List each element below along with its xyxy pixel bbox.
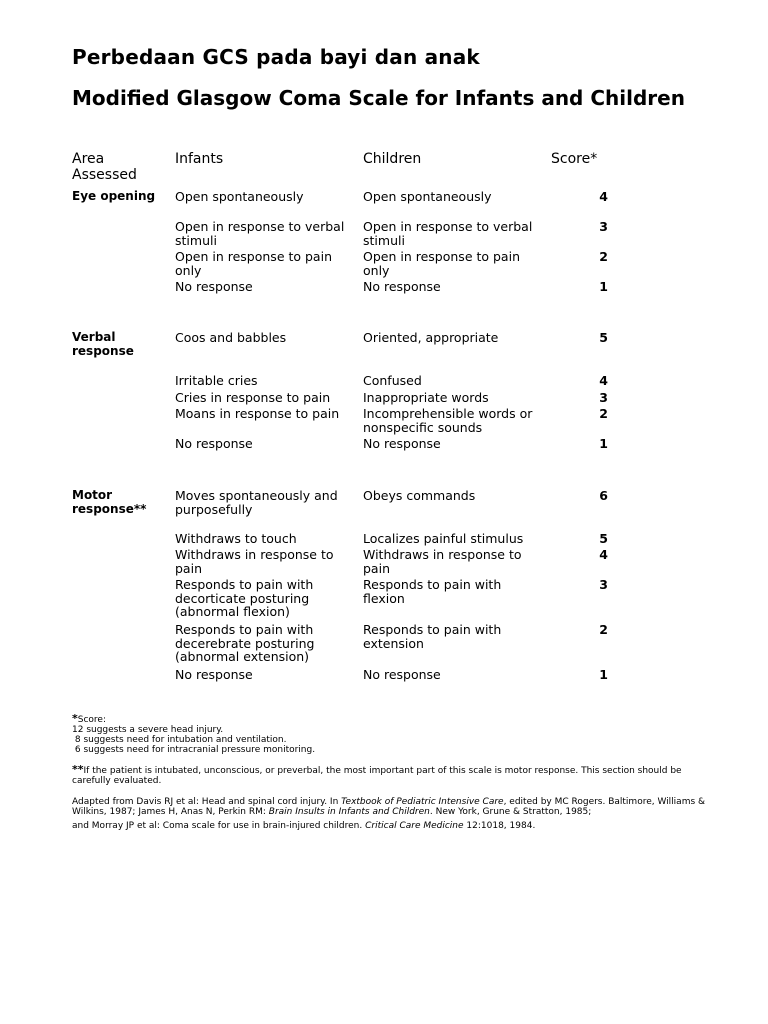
table-cell-score: 2 xyxy=(599,249,608,264)
table-cell-infants: Moves spontaneously and purposefully xyxy=(175,488,338,517)
table-cell-score: 2 xyxy=(599,622,608,637)
score-footnote xyxy=(72,714,712,755)
table-cell-score: 5 xyxy=(599,330,608,345)
table-cell-children: Withdraws in response to pain xyxy=(363,547,522,576)
table-cell-infants: No response xyxy=(175,279,253,294)
table-cell-infants: Coos and babbles xyxy=(175,330,287,345)
citation-text: and Morray JP et al: Coma scale for use in brain-injured children. xyxy=(72,821,366,831)
citation-journal: Critical Care Medicine xyxy=(365,821,464,831)
table-cell-score: 3 xyxy=(599,390,608,405)
table-cell-infants: Responds to pain with decerebrate posturing (abnormal extension) xyxy=(175,622,315,664)
adapted-from-citation xyxy=(72,797,712,817)
table-cell-children: Localizes painful stimulus xyxy=(363,531,524,546)
citation-text: . New York, Grune & Stratton, 1985; xyxy=(429,807,592,817)
table-cell-children: Obeys commands xyxy=(363,488,476,503)
area-eye-opening: Eye opening xyxy=(72,189,156,203)
footnote-line: 8 suggests need for intubation and ventilation. xyxy=(72,735,287,745)
header-children: Children xyxy=(363,151,422,167)
table-cell-score: 3 xyxy=(599,219,608,234)
table-cell-score: 4 xyxy=(599,547,608,562)
citation-text: Adapted from Davis RJ et al: Head and spinal cord injury. In xyxy=(72,797,342,807)
footnote-label: Score: xyxy=(77,715,107,725)
table-cell-score: 6 xyxy=(599,488,608,503)
footnote-line: 6 suggests need for intracranial pressure monitoring. xyxy=(72,745,316,755)
table-cell-score: 1 xyxy=(599,667,608,682)
table-cell-infants: Withdraws in response to pain xyxy=(175,547,334,576)
table-cell-children: Oriented, appropriate xyxy=(363,330,499,345)
citation-book-title: Brain Insults in Infants and Children xyxy=(268,807,430,817)
table-cell-children: No response xyxy=(363,436,441,451)
footnote-marker: * xyxy=(72,712,78,725)
morray-citation xyxy=(72,821,712,831)
table-cell-infants: No response xyxy=(175,667,253,682)
footnote-marker: ** xyxy=(72,763,84,776)
table-cell-children: Responds to pain with extension xyxy=(363,622,502,651)
table-cell-score: 3 xyxy=(599,577,608,592)
table-cell-children: No response xyxy=(363,667,441,682)
header-infants: Infants xyxy=(175,151,224,167)
table-cell-children: Inappropriate words xyxy=(363,390,489,405)
table-cell-children: Open in response to verbal stimuli xyxy=(363,219,533,248)
footnote-line: 12 suggests a severe head injury. xyxy=(72,725,224,735)
table-cell-score: 2 xyxy=(599,406,608,421)
table-cell-infants: Open in response to verbal stimuli xyxy=(175,219,345,248)
header-score: Score* xyxy=(551,151,598,167)
area-motor-response: Motor response** xyxy=(72,488,147,516)
area-verbal-response: Verbal response xyxy=(72,330,134,358)
table-cell-score: 4 xyxy=(599,189,608,204)
table-cell-score: 1 xyxy=(599,436,608,451)
table-cell-score: 4 xyxy=(599,373,608,388)
citation-text: 12:1018, 1984. xyxy=(463,821,536,831)
table-cell-children: Open spontaneously xyxy=(363,189,492,204)
table-title: Modified Glasgow Coma Scale for Infants and Children xyxy=(72,86,685,110)
table-cell-infants: No response xyxy=(175,436,253,451)
table-cell-score: 5 xyxy=(599,531,608,546)
table-cell-infants: Withdraws to touch xyxy=(175,531,297,546)
table-cell-infants: Open in response to pain only xyxy=(175,249,332,278)
footnote-text: If the patient is intubated, unconscious, or preverbal, the most important part of this scale is motor response. This section should be carefully evaluated. xyxy=(72,766,682,786)
citation-text: , edited by MC Rogers. Baltimore, Williams & Wilkins, 1987; James H, Anas N, Perkin RM: xyxy=(72,797,706,817)
table-cell-infants: Cries in response to pain xyxy=(175,390,331,405)
table-cell-infants: Moans in response to pain xyxy=(175,406,340,421)
table-cell-children: Incomprehensible words or nonspecific sounds xyxy=(363,406,533,435)
citation-book-title: Textbook of Pediatric Intensive Care xyxy=(341,797,504,807)
table-cell-infants: Irritable cries xyxy=(175,373,258,388)
table-cell-infants: Open spontaneously xyxy=(175,189,304,204)
page-title: Perbedaan GCS pada bayi dan anak xyxy=(72,45,480,69)
header-area-assessed: Area Assessed xyxy=(72,151,137,183)
table-cell-score: 1 xyxy=(599,279,608,294)
table-cell-infants: Responds to pain with decorticate posturing (abnormal flexion) xyxy=(175,577,314,619)
table-cell-children: Open in response to pain only xyxy=(363,249,520,278)
table-cell-children: Confused xyxy=(363,373,422,388)
table-cell-children: No response xyxy=(363,279,441,294)
table-cell-children: Responds to pain with flexion xyxy=(363,577,502,606)
motor-footnote xyxy=(72,765,712,786)
